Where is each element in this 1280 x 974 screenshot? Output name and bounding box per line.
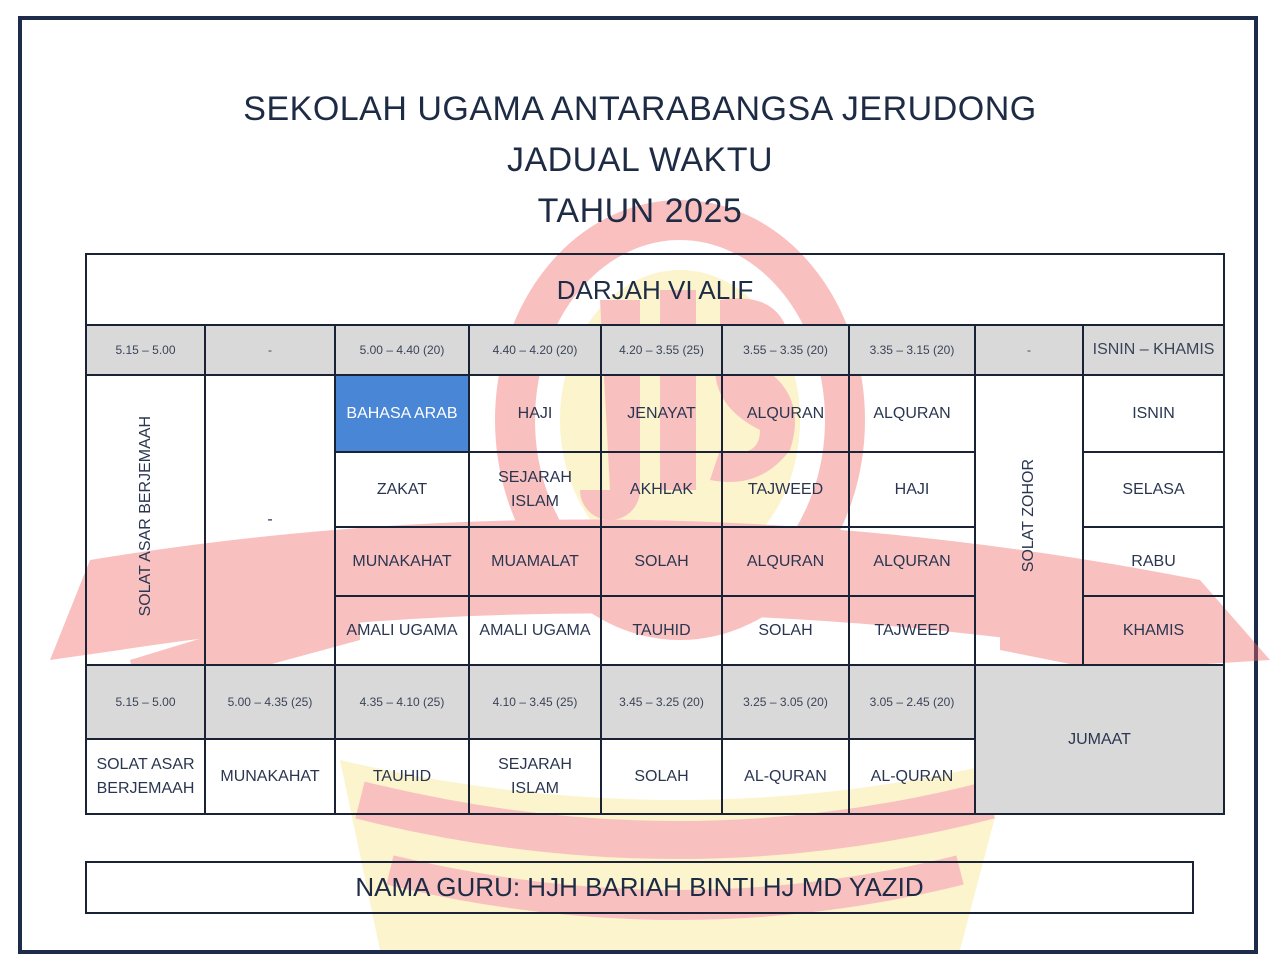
- subject-cell: AMALI UGAMA: [469, 596, 601, 665]
- timetable-title: JADUAL WAKTU: [506, 141, 774, 179]
- friday-time-slot-header: 3.25 – 3.05 (20): [722, 665, 849, 739]
- subject-cell: AMALI UGAMA: [335, 596, 469, 665]
- day-cell: ISNIN: [1083, 375, 1224, 452]
- friday-day-cell: JUMAAT: [975, 665, 1224, 814]
- time-slot-header: -: [975, 325, 1083, 375]
- time-slot-header: 5.15 – 5.00: [86, 325, 205, 375]
- asar-prayer-label: SOLAT ASAR BERJEMAAH: [136, 415, 154, 617]
- subject-cell: TAUHID: [601, 596, 722, 665]
- asar-prayer-cell: [86, 375, 205, 665]
- time-slot-header: 4.20 – 3.55 (25): [601, 325, 722, 375]
- subject-cell: JENAYAT: [601, 375, 722, 452]
- time-slot-header: -: [205, 325, 335, 375]
- day-cell: SELASA: [1083, 452, 1224, 527]
- subject-cell: ALQURAN: [722, 375, 849, 452]
- time-slot-header: 3.35 – 3.15 (20): [849, 325, 975, 375]
- friday-subject-cell: MUNAKAHAT: [205, 739, 335, 814]
- subject-cell: SOLAH: [601, 527, 722, 596]
- friday-time-slot-header: 5.00 – 4.35 (25): [205, 665, 335, 739]
- class-name-header: DARJAH VI ALIF: [86, 254, 1224, 325]
- subject-cell: ALQURAN: [722, 527, 849, 596]
- friday-time-slot-header: 5.15 – 5.00: [86, 665, 205, 739]
- friday-subject-cell: SOLAH: [601, 739, 722, 814]
- time-slot-header: 4.40 – 4.20 (20): [469, 325, 601, 375]
- subject-cell: HAJI: [469, 375, 601, 452]
- school-name: SEKOLAH UGAMA ANTARABANGSA JERUDONG: [243, 90, 1037, 128]
- friday-subject-cell: TAUHID: [335, 739, 469, 814]
- subject-cell: TAJWEED: [849, 596, 975, 665]
- subject-cell: MUNAKAHAT: [335, 527, 469, 596]
- subject-cell: ZAKAT: [335, 452, 469, 527]
- friday-subject-cell: AL-QURAN: [722, 739, 849, 814]
- subject-cell: TAJWEED: [722, 452, 849, 527]
- subject-cell: SOLAH: [722, 596, 849, 665]
- time-slot-header: 3.55 – 3.35 (20): [722, 325, 849, 375]
- friday-subject-cell: SEJARAH ISLAM: [469, 739, 601, 814]
- friday-time-slot-header: 3.05 – 2.45 (20): [849, 665, 975, 739]
- friday-subject-cell: AL-QURAN: [849, 739, 975, 814]
- subject-cell: ALQURAN: [849, 527, 975, 596]
- zohor-prayer-cell: [975, 375, 1083, 665]
- title-block: [0, 84, 1280, 237]
- subject-cell: HAJI: [849, 452, 975, 527]
- time-slot-header: 5.00 – 4.40 (20): [335, 325, 469, 375]
- friday-subject-cell: SOLAT ASAR BERJEMAAH: [86, 739, 205, 814]
- timetable: [85, 253, 1225, 815]
- subject-cell: BAHASA ARAB: [335, 375, 469, 452]
- day-range-header: ISNIN – KHAMIS: [1083, 325, 1224, 375]
- day-cell: KHAMIS: [1083, 596, 1224, 665]
- day-cell: RABU: [1083, 527, 1224, 596]
- subject-cell: MUAMALAT: [469, 527, 601, 596]
- subject-cell: SEJARAH ISLAM: [469, 452, 601, 527]
- subject-cell: ALQURAN: [849, 375, 975, 452]
- zohor-prayer-label: SOLAT ZOHOR: [1020, 459, 1037, 573]
- subject-cell: AKHLAK: [601, 452, 722, 527]
- friday-time-slot-header: 4.35 – 4.10 (25): [335, 665, 469, 739]
- blank-slot-cell: -: [205, 375, 335, 665]
- friday-time-slot-header: 4.10 – 3.45 (25): [469, 665, 601, 739]
- year-title: TAHUN 2025: [537, 192, 743, 230]
- friday-time-slot-header: 3.45 – 3.25 (20): [601, 665, 722, 739]
- teacher-name: NAMA GURU: HJH BARIAH BINTI HJ MD YAZID: [85, 861, 1194, 914]
